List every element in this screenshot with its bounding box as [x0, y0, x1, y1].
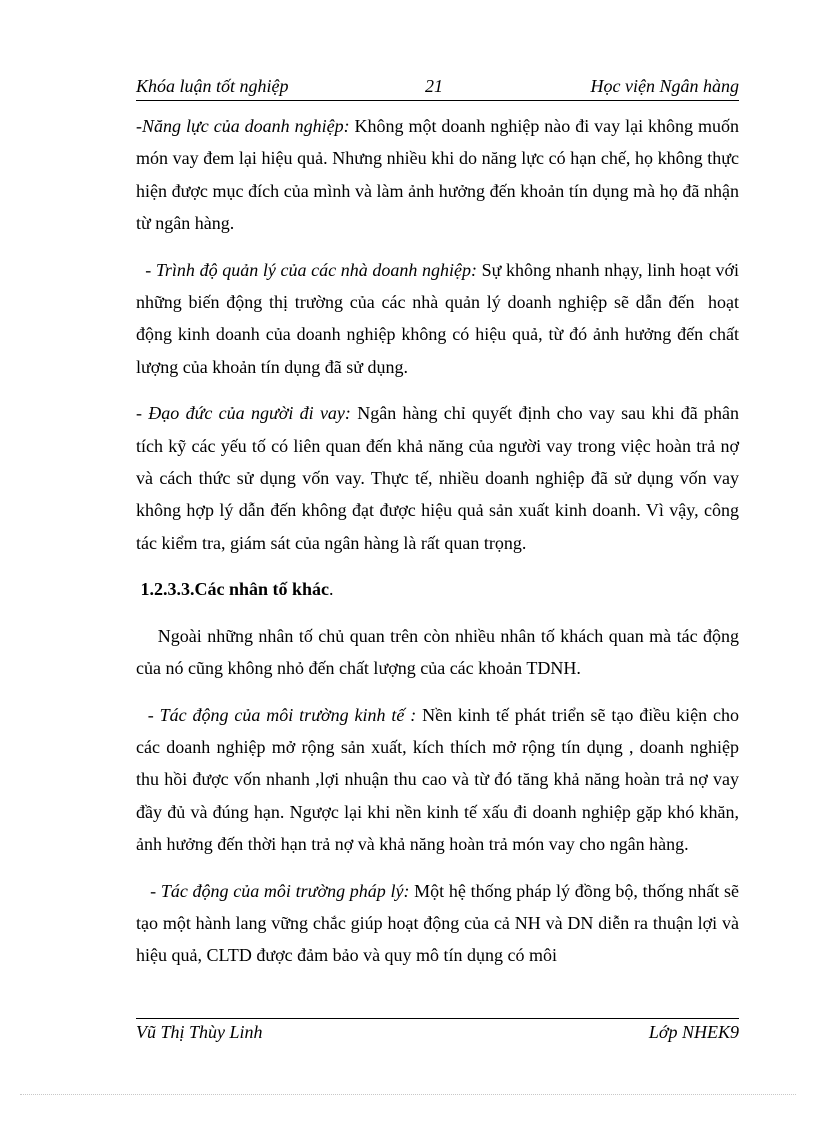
header-page-number: 21: [425, 76, 443, 96]
paragraph-borrower-ethics: [136, 397, 739, 559]
header-divider: [136, 100, 739, 101]
footer-class: Lớp NHEK9: [648, 1022, 739, 1042]
section-heading-period: .: [329, 579, 334, 600]
paragraph-lead: - Trình độ quản lý của các nhà doanh nghiệp:: [136, 259, 477, 280]
paragraph-lead: - Tác động của môi trường kinh tế :: [136, 704, 417, 725]
paragraph-text: Không một doanh nghiệp nào đi vay lại không muốn món vay đem lại hiệu quả. Nhưng nhiều khi do năng lực có hạn chế, họ không thực hiện được mục đích của mình và làm ảnh hưởng đến khoản tín dụng mà họ đã nhận từ ngân hàng.: [136, 116, 740, 234]
paragraph-lead: - Đạo đức của người đi vay:: [136, 403, 351, 424]
paragraph-business-capacity: [136, 110, 739, 240]
footer-author: Vũ Thị Thùy Linh: [136, 1022, 263, 1042]
paragraph-economic-environment: [136, 699, 744, 861]
paragraph-legal-environment: [136, 875, 744, 972]
paragraph-text: Một hệ thống pháp lý đồng bộ, thống nhất sẽ tạo một hành lang vững chắc giúp hoạt động của cả NH và DN diễn ra thuận lợi và hiệu quả, CLTD được đảm bảo và quy mô tín dụng có môi: [136, 880, 744, 966]
paragraph-text: Nền kinh tế phát triển sẽ tạo điều kiện cho các doanh nghiệp mở rộng sản xuất, kích thích mở rộng tín dụng , doanh nghiệp thu hồi được vốn nhanh ,lợi nhuận thu cao và từ đó tăng khả năng hoàn trả nợ vay đầy đủ và đúng hạn. Ngược lại khi nền kinh tế xấu đi doanh nghiệp gặp khó khăn, ảnh hưởng đến thời hạn trả nợ và khả năng hoàn trả món vay cho ngân hàng.: [136, 704, 744, 855]
paragraph-lead: - Tác động của môi trường pháp lý:: [136, 880, 410, 901]
page-body: [136, 110, 744, 972]
section-heading-text: 1.2.3.3.Các nhân tố khác: [136, 579, 330, 600]
paragraph-text: Ngân hàng chỉ quyết định cho vay sau khi đã phân tích kỹ các yếu tố có liên quan đến khả năng của người vay trong việc hoàn trả nợ và cách thức sử dụng vốn vay. Thực tế, nhiều doanh nghiệp đã sử dụng vốn vay không hợp lý dẫn đến không đạt được hiệu quả sản xuất kinh doanh. Vì vậy, công tác kiểm tra, giám sát của ngân hàng là rất quan trọng.: [136, 403, 739, 553]
paragraph-lead: -Năng lực của doanh nghiệp:: [136, 116, 350, 136]
page-header: [136, 76, 739, 100]
paragraph-intro: Ngoài những nhân tố chủ quan trên còn nhiều nhân tố khách quan mà tác động của nó cũng không nhỏ đến chất lượng của các khoản TDNH.: [136, 625, 744, 679]
page-footer: [136, 1022, 739, 1046]
paragraph-text: Sự không nhanh nhạy, linh hoạt với những biến động thị trường của các nhà quản lý doanh nghiệp sẽ dẫn đến hoạt động kinh doanh của doanh nghiệp không có hiệu quả, từ đó ảnh hưởng đến chất lượng của khoản tín dụng đã sử dụng.: [136, 259, 744, 377]
header-thesis-title: Khóa luận tốt nghiệp: [136, 76, 289, 96]
paragraph-management-level: [136, 254, 744, 384]
header-institution: Học viện Ngân hàng: [590, 76, 739, 96]
footer-divider: [136, 1018, 739, 1019]
section-heading: [136, 573, 739, 605]
page-boundary: [20, 1094, 796, 1095]
